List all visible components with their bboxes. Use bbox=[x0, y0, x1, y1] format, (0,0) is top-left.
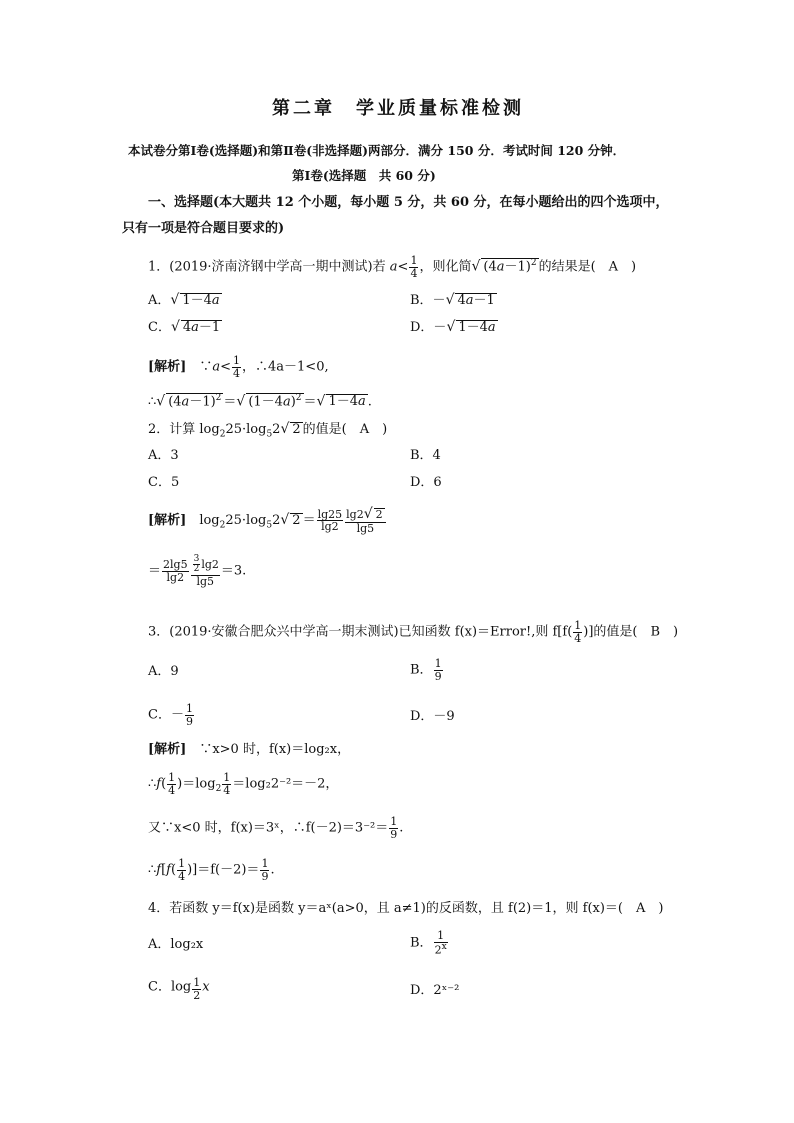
question-2-option-d: D．6 bbox=[410, 475, 442, 490]
exam-intro: 本试卷分第Ⅰ卷(选择题)和第Ⅱ卷(非选择题)两部分．满分 150 分．考试时间 120 分钟． bbox=[128, 143, 626, 158]
page-title: 第二章 学业质量标准检测 bbox=[272, 98, 524, 119]
question-1-option-b: B．－√ 4a－1 bbox=[410, 292, 495, 308]
question-2-option-b: B．4 bbox=[410, 448, 441, 463]
question-2-stem: 2．计算 $\log_225\cdot\log_52√$ 2 的值是( A ) bbox=[148, 421, 388, 440]
question-4-stem: 4．若函数 y＝f(x)是函数 y＝aˣ(a>0，且 a≠1)的反函数，且 f(2)＝1，则 f(x)＝( A ) bbox=[148, 901, 664, 916]
question-3-solution-line3: 又∵x<0 时，f(x)＝3ˣ，∴f(－2)＝3⁻²＝ $\frac{1}{9}$ . bbox=[148, 815, 404, 841]
question-3-solution-line2: ∴f( $\frac{1}{4}$ )$=\log_2$ $\frac{1}{4}$ ＝log₂2⁻²＝－2， bbox=[148, 771, 339, 797]
question-1-solution-line2: ∴√ $(4a-1)^2$ ＝√ $(1-4a)^2$ ＝√ 1－4a . bbox=[148, 393, 372, 410]
part-one-heading: 第Ⅰ卷(选择题 共 60 分) bbox=[292, 168, 436, 183]
question-2-option-a: A．3 bbox=[148, 448, 179, 463]
question-4-option-d: D．2ˣ⁻² bbox=[410, 983, 460, 998]
question-3-option-c: C．－ $\frac{1}{9}$ bbox=[148, 702, 193, 728]
question-4-option-a: A．log₂x bbox=[148, 937, 204, 952]
question-3-stem: 3．(2019·安徽合肥众兴中学高一期末测试)已知函数 f(x)＝Error!,则 f[f( $\frac{1}{4}$ )]的值是( B ) bbox=[148, 619, 679, 645]
question-2-option-c: C．5 bbox=[148, 475, 180, 490]
question-3-option-a: A．9 bbox=[148, 664, 179, 679]
question-3-option-b: B． $\frac{1}{9}$ bbox=[410, 657, 442, 683]
question-1-solution-line1: [解析] ∵a< $\frac{1}{4}$ ，∴4a－1<0, bbox=[148, 354, 329, 380]
question-1-option-c: C．√ 4a－1 bbox=[148, 319, 221, 335]
question-4-option-b: B． $\frac{1}{2^x}$ bbox=[410, 929, 447, 957]
fraction-one-quarter: $\frac{1}{4}$ bbox=[410, 254, 418, 280]
question-2-solution-line1: [解析] $\log_225\cdot\log_52√$ 2 ＝ $\frac{\lg 25}{\lg 2}$ $\frac{\lg 2√ 2}{\lg 5}$ bbox=[148, 507, 387, 534]
question-1-option-d: D．－√ 1－4a bbox=[410, 319, 496, 335]
question-1-option-a: A．√ 1－4a bbox=[148, 292, 220, 308]
question-1-stem: 1．(2019·济南济钢中学高一期中测试)若 a< $\frac{1}{4}$ ，则化简√ $(4a-1)^2$ 的结果是( A ) bbox=[148, 254, 637, 280]
section-one-instruction-line2: 只有一项是符合题目要求的) bbox=[122, 221, 285, 236]
question-3-solution-line1: [解析] ∵x>0 时，f(x)＝log₂x， bbox=[148, 742, 351, 757]
question-3-solution-line4: ∴f[f( $\frac{1}{4}$ )]＝f(－2)＝ $\frac{1}{9}$ . bbox=[148, 857, 275, 883]
question-4-option-c: C．log $\frac{1}{2}$ x bbox=[148, 976, 210, 1002]
question-3-option-d: D．－9 bbox=[410, 709, 455, 724]
section-one-instruction-line1: 一、选择题(本大题共 12 个小题，每小题 5 分，共 60 分，在每小题给出的四个选项中， bbox=[148, 195, 669, 210]
question-2-solution-line2: ＝ $\frac{2\lg 5}{\lg 2}$ $\frac{3}{2}$ lg2 lg5 ＝3. bbox=[148, 554, 247, 588]
